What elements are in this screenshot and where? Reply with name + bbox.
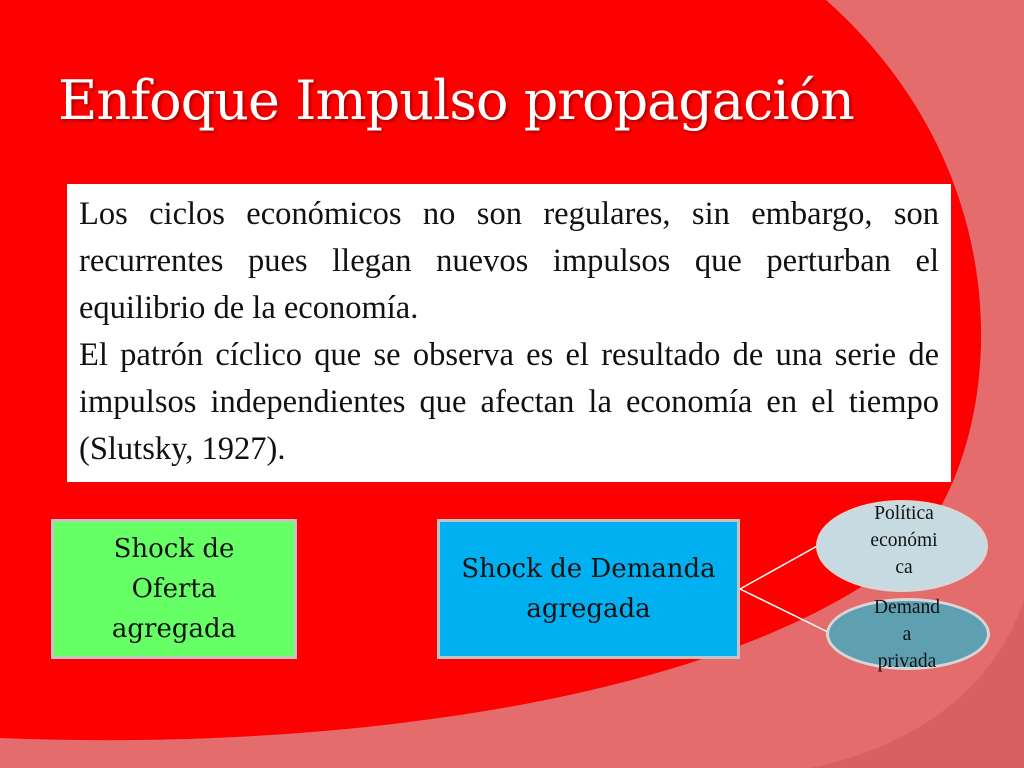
text-box: [67, 184, 951, 482]
paragraph-intro: Los ciclos económicos no son regulares, sin embargo, son recurrentes pues llegan nuevos impulsos que perturban el equilibrio de la economía.: [79, 196, 939, 326]
demand-shock-line: Shock de Demanda: [461, 554, 716, 584]
demanda-privada-label: Demand a privada: [873, 597, 941, 672]
supply-shock-line: Oferta: [131, 574, 217, 604]
supply-shock-line: agregada: [111, 614, 237, 644]
supply-shock-box: [51, 519, 297, 659]
slide-title: Enfoque Impulso propagación: [58, 69, 854, 132]
politica-economica-label: Política económi ca: [870, 503, 938, 578]
paragraph-pattern: El patrón cíclico que se observa es el resultado de una serie de impulsos independientes que afectan la economía en el tiempo (Slutsky, 1927).: [79, 337, 939, 467]
demand-shock-line: agregada: [526, 594, 651, 624]
supply-shock-line: Shock de: [113, 534, 235, 564]
demand-shock-box: [437, 519, 740, 659]
